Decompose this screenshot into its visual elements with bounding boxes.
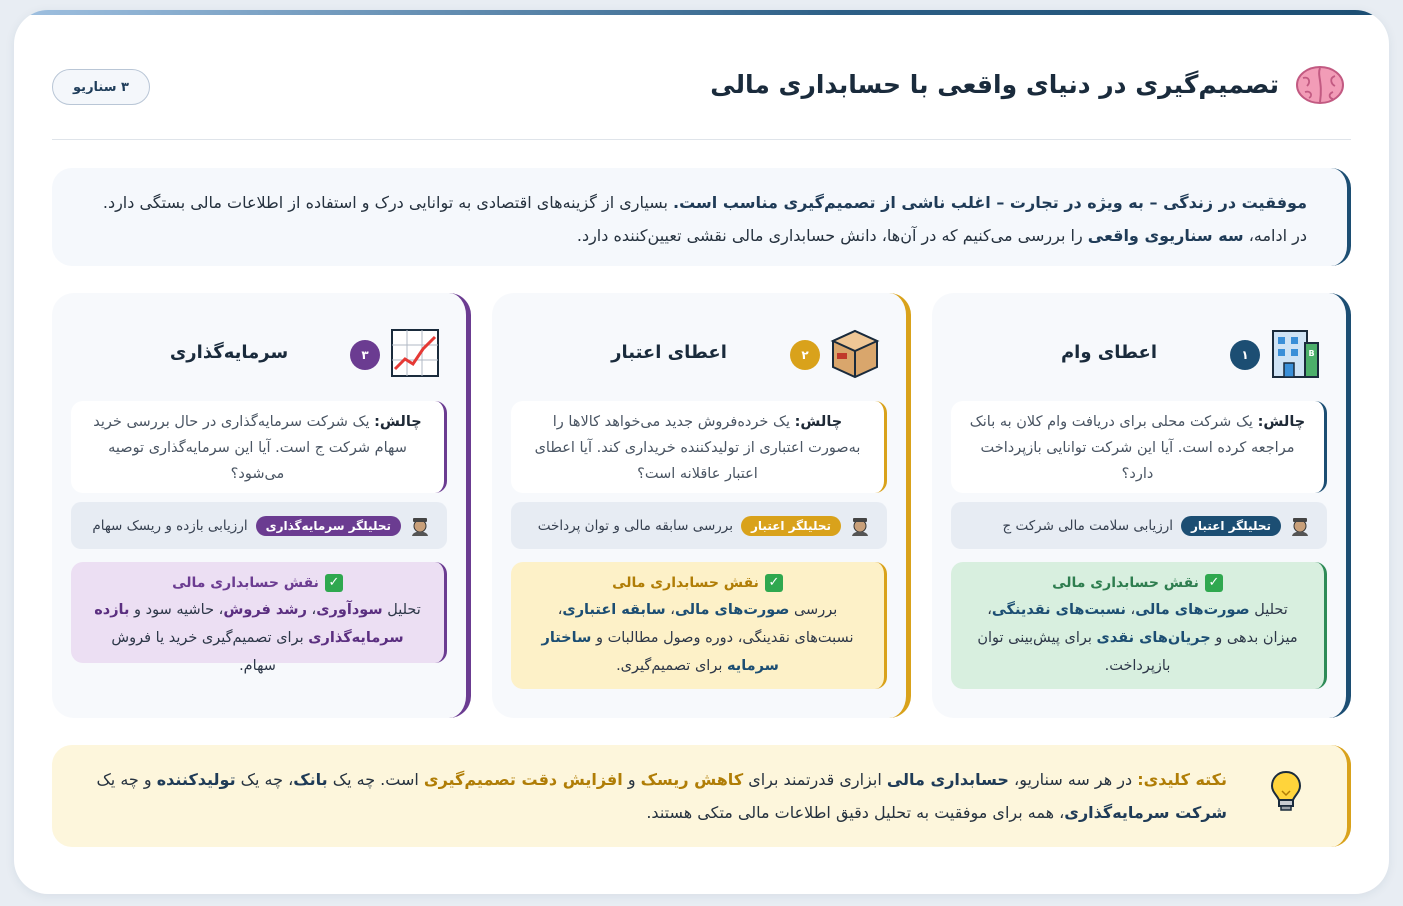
role-text: برای تصمیم‌گیری. [616,658,727,674]
scenario-title: اعطای اعتبار [611,342,727,363]
role-highlight: ساختار سرمایه [541,630,779,674]
key-note-highlight: تولیدکننده [156,770,236,789]
financial-accounting-role-box [951,562,1327,689]
key-note-highlight: کاهش ریسک [640,770,744,789]
challenge-box [951,401,1327,493]
scenario-title: سرمایه‌گذاری [169,342,289,363]
challenge-text: یک خرده‌فروش جدید می‌خواهد کالاها را به‌صورت اعتباری از تولیدکننده خریداری کند. آیا اعطای اعتبار عاقلانه است؟ [534,414,861,482]
intro-text: بسیاری از گزینه‌های اقتصادی به توانایی درک و استفاده از اطلاعات مالی بستگی دارد. در ادامه، [102,193,1307,245]
page-title: تصمیم‌گیری در دنیای واقعی با حسابداری مالی [710,70,1279,99]
intro-text-end: را بررسی می‌کنیم که در آن‌ها، دانش حسابداری مالی نقشی تعیین‌کننده دارد. [576,226,1088,245]
scenario-number-badge: ۳ [350,340,380,370]
role-highlight: رشد فروش [223,602,307,618]
role-description [971,596,1304,680]
scenario-count-badge: ۳ سناریو [52,69,150,105]
role-highlight: صورت‌های مالی [1135,602,1250,618]
scenario-card-loan [932,293,1351,718]
role-text: ، میزان بدهی و [987,602,1298,646]
check-mark-icon: ✓ [1205,574,1223,592]
analyst-row [71,502,447,549]
role-highlight: بازده سرمایه‌گذاری [94,602,404,646]
intro-bold-scenarios: سه سناریوی واقعی [1087,226,1244,245]
role-text: ، [1125,602,1136,618]
detective-avatar-icon [1289,515,1311,537]
key-note-highlight: شرکت سرمایه‌گذاری [1064,803,1227,822]
role-text: تحلیل [1249,602,1288,618]
key-note-text-part: و چه یک [96,770,157,789]
role-highlight: جریان‌های نقدی [1096,630,1211,646]
analyst-row [951,502,1327,549]
role-highlight: سابقه اعتباری [562,602,666,618]
role-text: ، حاشیه سود و [129,602,224,618]
analyst-task: بررسی سابقه مالی و توان پرداخت [537,517,733,534]
analyst-role-tag: تحلیلگر سرمایه‌گذاری [256,516,401,536]
key-note-highlight: بانک [293,770,328,789]
role-text: برای پیش‌بینی توان بازپرداخت. [977,630,1171,674]
challenge-text: یک شرکت سرمایه‌گذاری در حال بررسی خرید سهام شرکت ج است. آیا این سرمایه‌گذاری توصیه می‌شود؟ [93,414,407,482]
challenge-label: چالش: [374,414,422,430]
brain-icon [1295,64,1345,106]
challenge-box [71,401,447,493]
intro-bold-lead: موفقیت در زندگی – به ویژه در تجارت – اغلب ناشی از تصمیم‌گیری مناسب است. [673,193,1307,212]
light-bulb-icon [1269,769,1303,813]
role-text: تحلیل [382,602,421,618]
role-text: بررسی [789,602,838,618]
scenario-number-badge: ۱ [1230,340,1260,370]
key-note-text [92,763,1227,829]
intro-box [52,168,1351,266]
main-panel [14,10,1389,894]
detective-avatar-icon [849,515,871,537]
challenge-label: چالش: [1257,414,1306,430]
check-mark-icon: ✓ [765,574,783,592]
analyst-task: ارزیابی سلامت مالی شرکت ج [1002,517,1173,534]
role-heading [531,572,864,594]
key-note-text-part: در هر سه سناریو، [1008,770,1138,789]
analyst-role-tag: تحلیلگر اعتبار [1181,516,1281,536]
challenge-label: چالش: [794,414,843,430]
role-title: نقش حسابداری مالی [172,575,319,591]
key-note-text-part: ، چه یک [235,770,294,789]
analyst-task: ارزیابی بازده و ریسک سهام [92,517,248,534]
scenario-card-investment [52,293,471,718]
analyst-role-tag: تحلیلگر اعتبار [741,516,841,536]
role-text: ، [665,602,675,618]
financial-accounting-role-box [511,562,887,689]
scenario-title: اعطای وام [1060,342,1158,363]
challenge-box [511,401,887,493]
financial-accounting-role-box [71,562,447,674]
challenge-text: یک شرکت محلی برای دریافت وام کلان به بانک مراجعه کرده است. آیا این شرکت توانایی بازپرداخت دارد؟ [969,414,1295,482]
analyst-row [511,502,887,549]
role-highlight: صورت‌های مالی [674,602,790,618]
check-mark-icon: ✓ [325,574,343,592]
role-highlight: نسبت‌های نقدینگی [991,602,1126,618]
svg-text:B: B [1308,349,1315,358]
key-note-highlight: افزایش دقت تصمیم‌گیری [423,770,623,789]
key-note-text-part: ابزاری قدرتمند برای [743,770,887,789]
header [52,60,1351,140]
role-text: ، [306,602,317,618]
key-note-text-part: ، همه برای موفقیت به تحلیل دقیق اطلاعات مالی متکی هستند. [646,803,1065,822]
role-title: نقش حسابداری مالی [1052,575,1199,591]
role-description [91,596,424,680]
role-text: برای تصمیم‌گیری خرید یا فروش سهام. [111,630,309,674]
role-text: ، نسبت‌های نقدینگی، دوره وصول مطالبات و [557,602,854,646]
role-heading [91,572,424,594]
role-title: نقش حسابداری مالی [612,575,759,591]
key-note-text-part: و [622,770,641,789]
scenario-card-credit [492,293,911,718]
key-note-text-part: است. چه یک [327,770,424,789]
role-heading [971,572,1304,594]
scenario-number-badge: ۲ [790,340,820,370]
role-highlight: سودآوری [316,602,383,618]
key-note-box [52,745,1351,847]
role-description [531,596,864,680]
key-note-label: نکته کلیدی: [1137,770,1227,789]
key-note-highlight: حسابداری مالی [886,770,1009,789]
top-accent-bar [14,10,1389,15]
detective-avatar-icon [409,515,431,537]
